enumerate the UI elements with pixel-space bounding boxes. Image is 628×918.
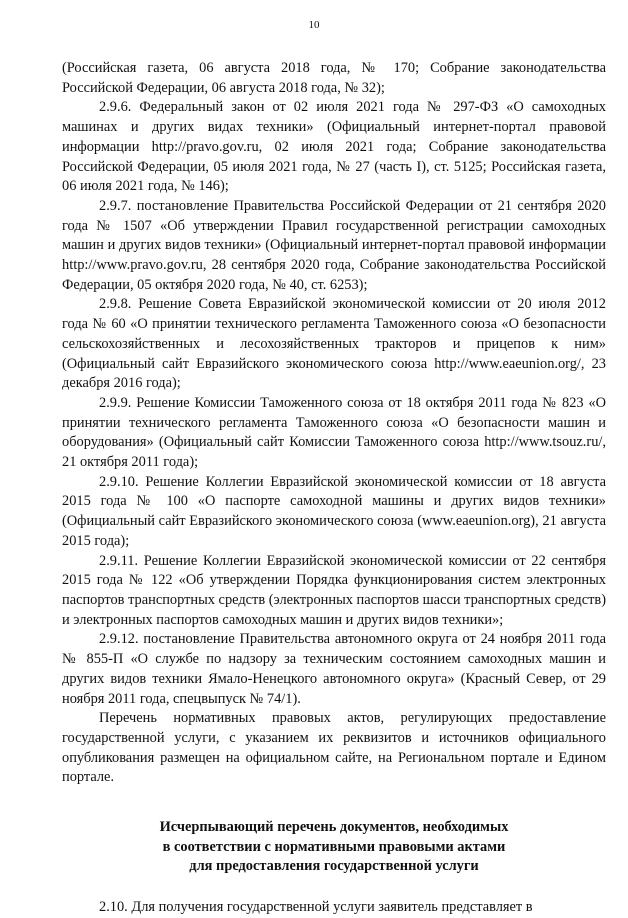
paragraph-list-publication: Перечень нормативных правовых актов, регулирующих предоставление государственной услуги, с указанием их реквизитов и источников официального опубликования размещен на официальном сайте, на Региональном портале и Едином портале. (62, 710, 606, 786)
section-heading-line: в соответствии с нормативными правовыми актами (162, 838, 506, 855)
section-heading-line: для предоставления государственной услуги (189, 858, 479, 875)
document-body (62, 59, 606, 918)
paragraph-2-10: 2.10. Для получения государственной услуги заявитель представляет в (99, 898, 533, 915)
paragraph-2-9-9: 2.9.9. Решение Комиссии Таможенного союза от 18 октября 2011 года № 823 «О принятии технического регламента Таможенного союза «О безопасности машин и оборудования» (Официальный сайт Комиссии Таможенного союза http://www.tsouz.ru/, 21 октября 2011 года); (62, 394, 606, 471)
paragraph-2-9-12: 2.9.12. постановление Правительства автономного округа от 24 ноября 2011 года № 855-П «О службе по надзору за техническим состоянием самоходных машин и других видов техники Ямало-Ненецкого автономного округа» (Красный Север, от 29 ноября 2011 года, спецвыпуск № 74/1). (62, 631, 606, 707)
page-number: 10 (308, 19, 320, 31)
section-heading (62, 818, 606, 877)
paragraph-2-9-11: 2.9.11. Решение Коллегии Евразийской экономической комиссии от 22 сентября 2015 года № 122 «Об утверждении Порядка функционирования систем электронных паспортов транспортных средств (электронных паспортов шасси транспортных средств) и электронных паспортов самоходных машин и других видов техники»; (62, 552, 606, 628)
paragraph-2-9-7: 2.9.7. постановление Правительства Российской Федерации от 21 сентября 2020 года № 1507 «Об утверждении Правил государственной регистрации самоходных машин и других видов техники» (Официальный интернет-портал правовой информации http://www.pravo.gov.ru, 28 сентября 2020 года, Собрание законодательства Российской Федерации, 05 октября 2020 года, № 40, ст. 6253); (62, 197, 606, 293)
section-heading-line: Исчерпывающий перечень документов, необходимых (159, 819, 509, 836)
paragraph-2-9-6: 2.9.6. Федеральный закон от 02 июля 2021 года № 297-ФЗ «О самоходных машинах и других видах техники» (Официальный интернет-портал правовой информации http://pravo.gov.ru, 02 июля 2021 года; Собрание законодательства Российской Федерации, 05 июля 2021 года, № 27 (часть I), ст. 5125; Российская газета, 06 июля 2021 года, № 146); (62, 99, 606, 195)
paragraph-2-9-8: 2.9.8. Решение Совета Евразийской экономической комиссии от 20 июля 2012 года № 60 «О принятии технического регламента Таможенного союза «О безопасности сельскохозяйственных и лесохозяйственных тракторов и прицепов к ним» (Официальный сайт Евразийского экономического союза http://www.eaeunion.org/, 23 декабря 2016 года); (62, 296, 606, 392)
paragraph-2-9-10: 2.9.10. Решение Коллегии Евразийской экономической комиссии от 18 августа 2015 года № 100 «О паспорте самоходной машины и других видов техники» (Официальный сайт Евразийского экономического союза (www.eaeunion.org), 21 августа 2015 года); (62, 473, 606, 549)
paragraph-continuation: (Российская газета, 06 августа 2018 года, № 170; Собрание законодательства Российской Федерации, 06 августа 2018 года, № 32); (62, 60, 606, 96)
